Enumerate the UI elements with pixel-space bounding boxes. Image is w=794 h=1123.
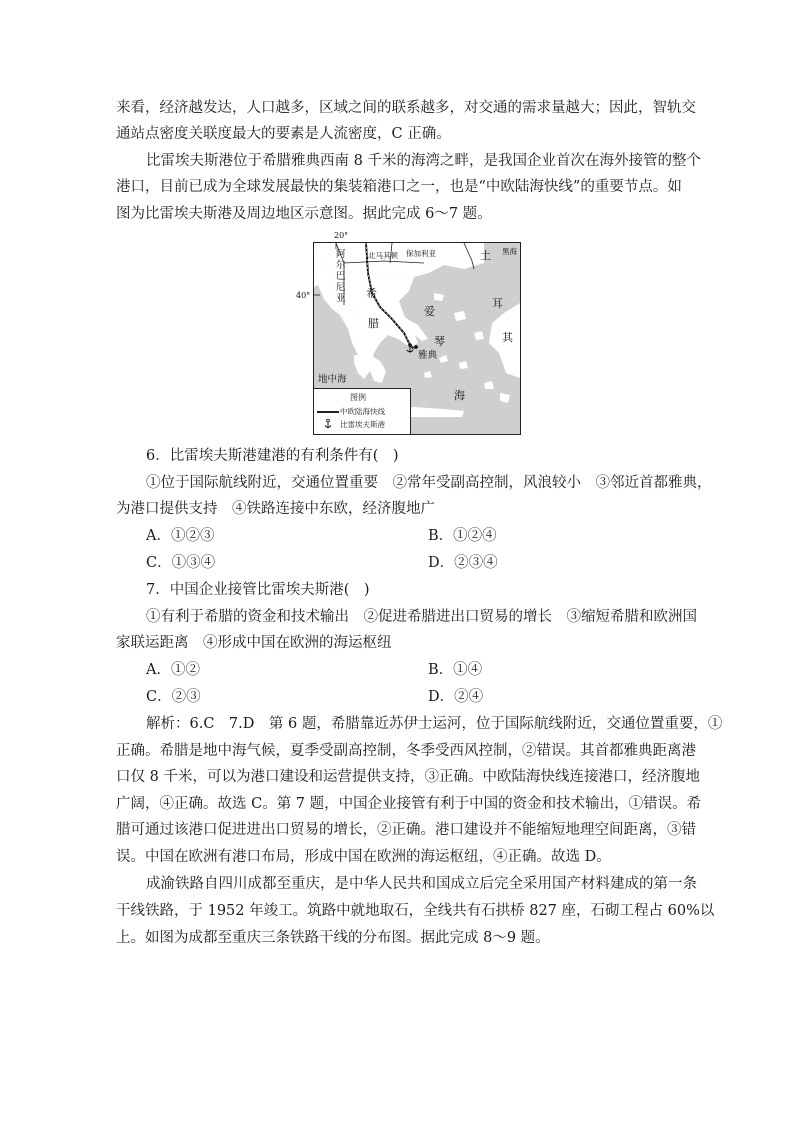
black-sea-label: 黑海 bbox=[502, 247, 517, 256]
analysis-line-5: 腊可通过该港口促进进出口贸易的增长，②正确。港口建设并不能缩短地理空间距离，③错 bbox=[116, 822, 696, 838]
latitude-label: 40° bbox=[296, 291, 311, 300]
q6-stem: 6．比雷埃夫斯港建港的有利条件有( ) bbox=[146, 448, 399, 464]
piraeus-map bbox=[313, 242, 521, 435]
passage2-line-2: 干线铁路，于 1952 年竣工。筑路中就地取石，全线共有石拱桥 827 座，石砌工程占 60%以 bbox=[116, 903, 715, 919]
bulgaria-label: 保加利亚 bbox=[406, 249, 436, 258]
q6-choice-b: B．①②④ bbox=[428, 528, 497, 544]
aegean-label-3: 海 bbox=[454, 389, 465, 402]
passage2-line-1: 成渝铁路自四川成都至重庆，是中华人民共和国成立后完全采用国产材料建成的第一条 bbox=[146, 876, 697, 892]
passage1-line-3: 图为比雷埃夫斯港及周边地区示意图。据此完成 6～7 题。 bbox=[116, 206, 492, 222]
analysis-line-4: 广阔，④正确。故选 C。第 7 题，中国企业接管有利于中国的资金和技术输出，①错误。希 bbox=[116, 796, 702, 812]
aegean-label-2: 琴 bbox=[434, 335, 445, 348]
athens-dot bbox=[414, 345, 418, 349]
q7-choice-a: A．①② bbox=[146, 662, 200, 678]
mediterranean-label: 地中海 bbox=[318, 374, 347, 385]
analysis-line-1: 解析：6.C 7.D 第 6 题，希腊靠近苏伊士运河，位于国际航线附近，交通位置重要，① bbox=[146, 716, 723, 732]
analysis-line-6: 误。中国在欧洲有港口布局，形成中国在欧洲的海运枢纽，④正确。故选 D。 bbox=[116, 849, 611, 865]
greece-label-2: 腊 bbox=[368, 317, 379, 330]
athens-label: 雅典 bbox=[418, 350, 438, 361]
q6-choice-d: D．②③④ bbox=[428, 555, 498, 571]
aegean-label-1: 爱 bbox=[424, 305, 435, 318]
turkey-label-2: 耳 bbox=[492, 297, 503, 310]
q7-stem: 7．中国企业接管比雷埃夫斯港( ) bbox=[146, 582, 370, 598]
legend-express-line: 中欧陆海快线 bbox=[340, 407, 385, 416]
intro-line-1: 来看，经济越发达，人口越多，区域之间的联系越多，对交通的需求量越大；因此，智轨交 bbox=[116, 100, 696, 116]
passage1-line-2: 港口，目前已成为全球发展最快的集装箱港口之一，也是“中欧陆海快线”的重要节点。如 bbox=[116, 179, 682, 195]
legend-title: 图例 bbox=[350, 393, 366, 402]
analysis-line-2: 正确。希腊是地中海气候，夏季受副高控制，冬季受西风控制，②错误。其首都雅典距离港 bbox=[116, 743, 696, 759]
q7-choice-c: C．②③ bbox=[146, 689, 201, 705]
passage1-line-1: 比雷埃夫斯港位于希腊雅典西南 8 千米的海湾之畔，是我国企业首次在海外接管的整个 bbox=[146, 153, 701, 169]
q7-choice-b: B．①④ bbox=[428, 662, 483, 678]
legend-anchor-icon bbox=[322, 418, 334, 430]
q6-options-line-1: ①位于国际航线附近，交通位置重要 ②常年受副高控制，风浪较小 ③邻近首都雅典， bbox=[146, 475, 712, 491]
greece-label-1: 希 bbox=[366, 287, 377, 300]
q7-options-line-2: 家联运距离 ④形成中国在欧洲的海运枢纽 bbox=[116, 635, 392, 651]
q6-choice-a: A．①②③ bbox=[146, 528, 215, 544]
turkey-label-1: 土 bbox=[480, 249, 491, 262]
intro-line-2: 通站点密度关联度最大的要素是人流密度，C 正确。 bbox=[116, 126, 451, 142]
map-legend bbox=[314, 388, 411, 434]
longitude-label: 20° bbox=[334, 231, 349, 240]
q7-choice-d: D．②④ bbox=[428, 689, 484, 705]
q7-options-line-1: ①有利于希腊的资金和技术输出 ②促进希腊进出口贸易的增长 ③缩短希腊和欧洲国 bbox=[146, 609, 697, 625]
q6-choice-c: C．①③④ bbox=[146, 555, 216, 571]
legend-port: 比雷埃夫斯港 bbox=[340, 420, 385, 429]
turkey-label-3: 其 bbox=[502, 331, 513, 344]
analysis-line-3: 口仅 8 千米，可以为港口建设和运营提供支持，③正确。中欧陆海快线连接港口，经济腹地 bbox=[116, 769, 700, 785]
legend-line-icon bbox=[317, 407, 339, 417]
north-macedonia-label: 北马其顿 bbox=[368, 251, 398, 260]
q6-options-line-2: 为港口提供支持 ④铁路连接中东欧，经济腹地广 bbox=[116, 501, 435, 517]
passage2-line-3: 上。如图为成都至重庆三条铁路干线的分布图。据此完成 8～9 题。 bbox=[116, 930, 550, 946]
albania-label: 阿尔巴尼亚 bbox=[336, 249, 346, 304]
